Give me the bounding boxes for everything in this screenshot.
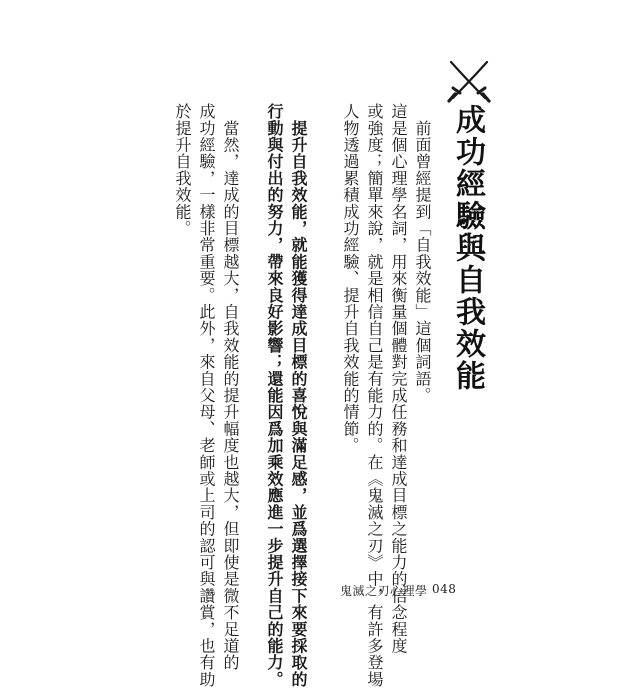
section-heading: 成功經驗與自我效能	[450, 104, 485, 392]
paragraph-1-line-4: 人物透過累積成功經驗、提升自我效能的情節。	[341, 103, 360, 454]
paragraph-3-line-3: 於提升自我效能。	[173, 103, 192, 237]
paragraph-1-line-1: 前面曾經提到「自我效能」這個詞語。	[413, 103, 432, 404]
paragraph-3-line-2: 成功經驗，一樣非常重要。此外，來自父母、老師或上司的認可與讚賞，也有助	[197, 103, 216, 688]
paragraph-1-line-3: 或強度；簡單來說，就是相信自己是有能力的。在《鬼滅之刃》中，有許多登場	[365, 103, 384, 688]
paragraph-2-line-2: 行動與付出的努力，帶來良好影響；還能因爲加乘效應進一步提升自己的能力。	[265, 103, 284, 688]
paragraph-3-line-1: 當然，達成的目標越大，自我效能的提升幅度也越大，但即使是微不足道的	[221, 103, 240, 671]
crossed-swords-icon	[445, 56, 493, 104]
paragraph-2-line-1: 提升自我效能，就能獲得達成目標的喜悅與滿足感，並爲選擇接下來要採取的	[289, 103, 308, 688]
page-number: 048	[432, 582, 457, 596]
running-title: 鬼滅之刃心理學	[340, 584, 428, 598]
paragraph-1-line-2: 這是個心理學名詞，用來衡量個體對完成任務和達成目標之能力的信念程度	[389, 103, 408, 655]
